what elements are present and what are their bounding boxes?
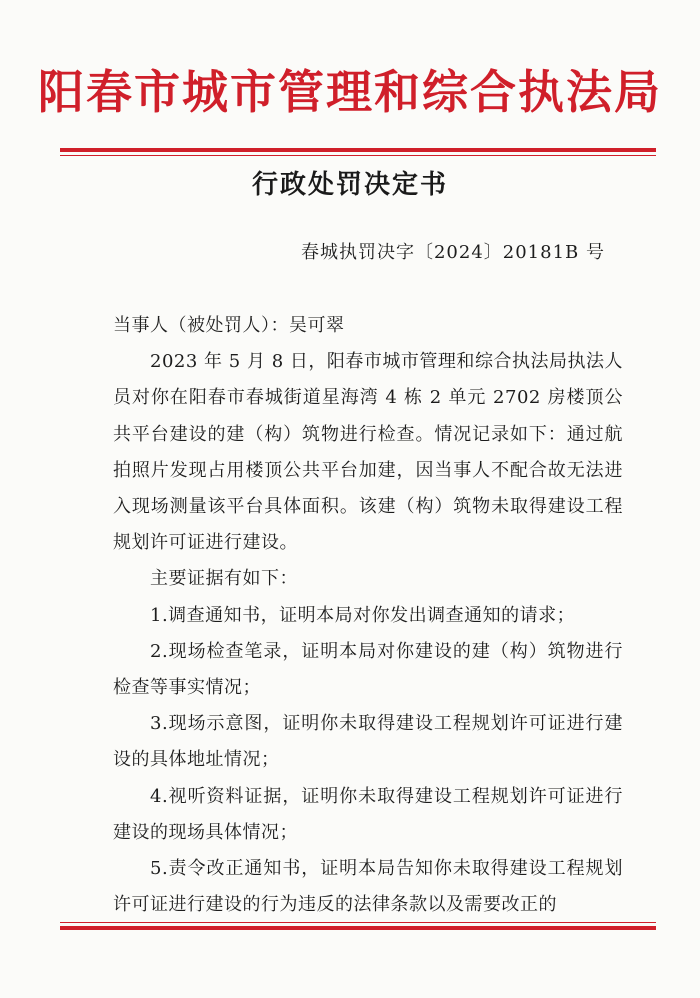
evidence-item-3: 3.现场示意图，证明你未取得建设工程规划许可证进行建设的具体地址情况；: [113, 713, 623, 771]
paragraph-inspection: 2023 年 5 月 8 日，阳春市城市管理和综合执法局执法人员对你在阳春市春城街道星海湾 4 栋 2 单元 2702 房楼顶公共平台建设的建（构）筑物进行检查。情况记录如下：通过航拍照片发现占用楼顶公共平台加建，因当事人不配合故无法进入现场测量该平台具体面积。该建（构）筑物未取得建设工程规划许可证进行建设。: [113, 351, 623, 554]
evidence-item-1: 1.调查通知书，证明本局对你发出调查通知的请求；: [150, 604, 576, 626]
footer-rule-thin: [60, 922, 656, 923]
agency-header-title: 阳春市城市管理和综合执法局: [38, 65, 662, 119]
document-number: 春城执罚决字〔2024〕20181B 号: [300, 242, 605, 263]
header-rule-thick: [60, 148, 656, 152]
document-title: 行政处罚决定书: [251, 170, 448, 200]
party-name: 吴可翠: [289, 315, 345, 336]
evidence-item-4: 4.视听资料证据，证明你未取得建设工程规划许可证进行建设的现场具体情况；: [113, 785, 623, 843]
paragraph-evidence-heading: 主要证据有如下：: [150, 568, 298, 590]
party-line: [113, 308, 623, 344]
footer-rule-thick: [60, 926, 656, 930]
header-rule-thin: [60, 155, 656, 156]
document-body: [113, 308, 623, 923]
party-label: 当事人（被处罚人）：: [113, 315, 289, 336]
evidence-item-2: 2.现场检查笔录，证明本局对你建设的建（构）筑物进行检查等事实情况；: [113, 640, 623, 699]
evidence-item-5: 5.责令改正通知书，证明本局告知你未取得建设工程规划许可证进行建设的行为违反的法律条款以及需要改正的: [113, 858, 623, 916]
